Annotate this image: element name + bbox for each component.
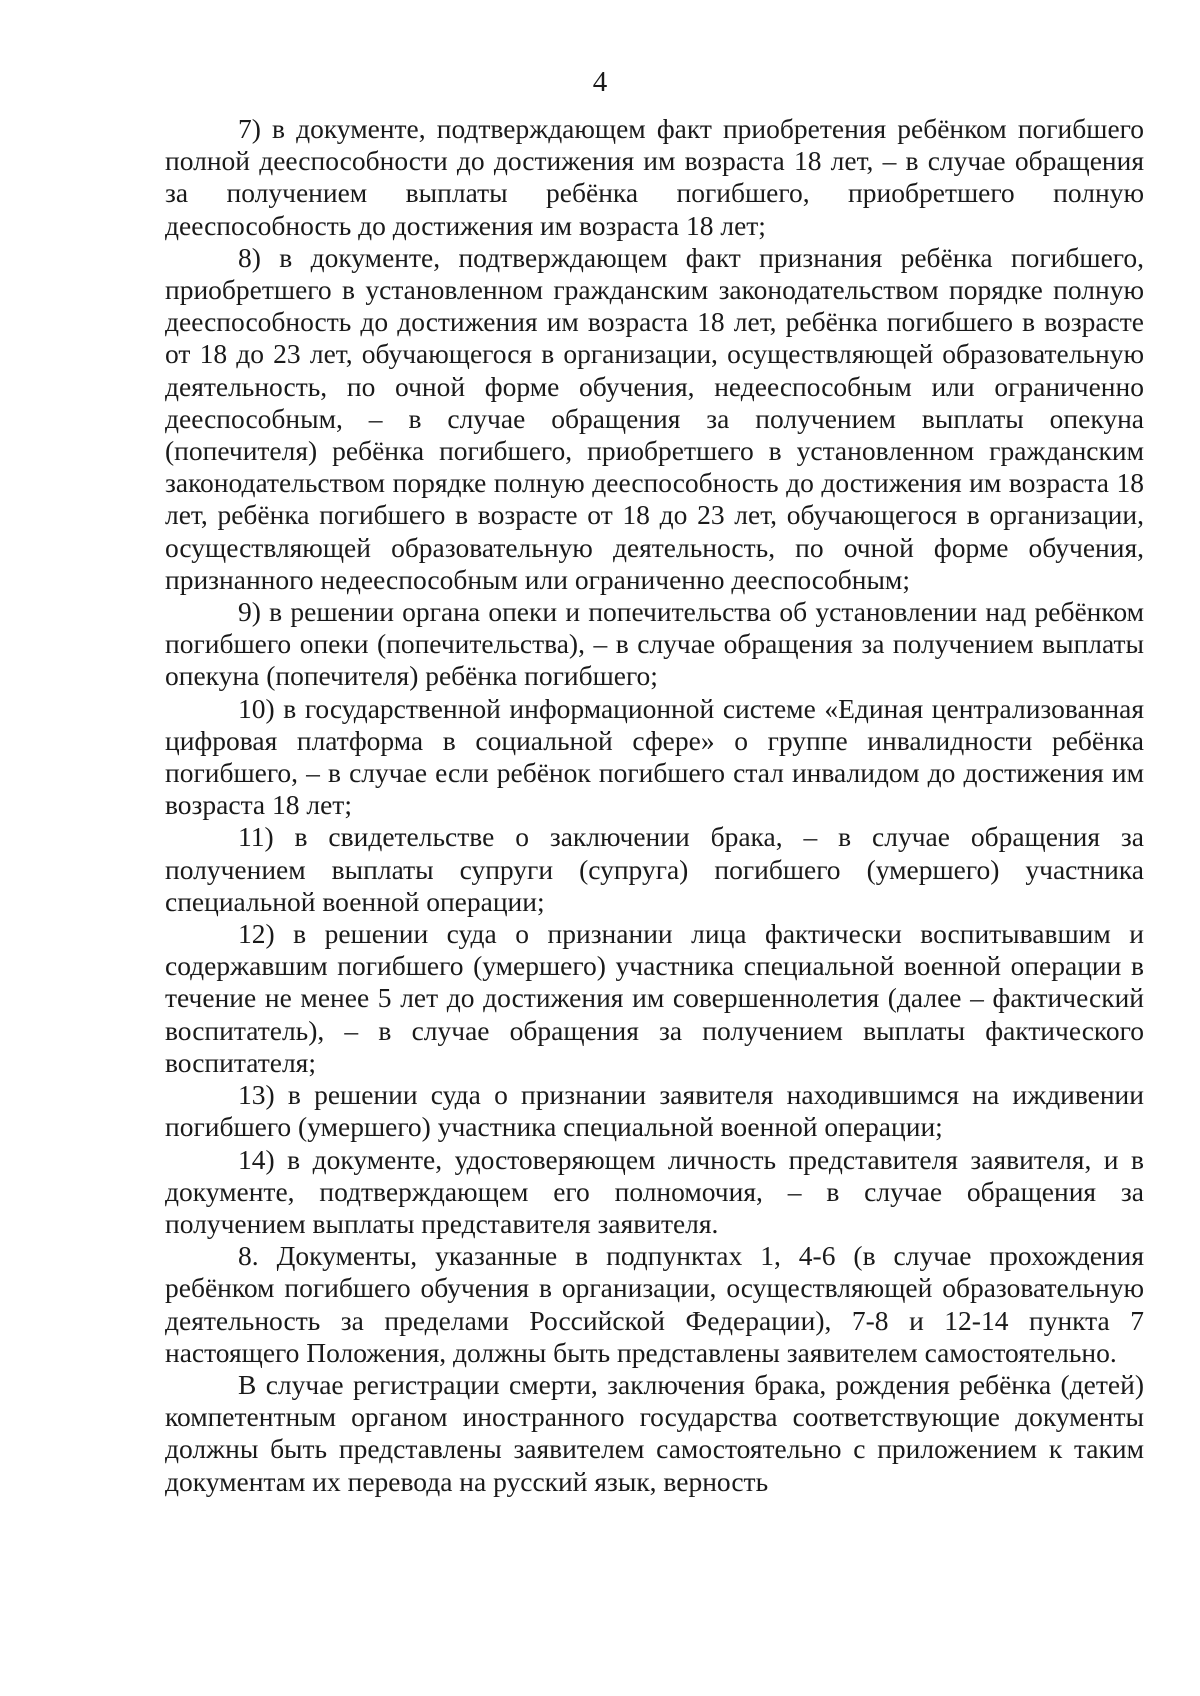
paragraph-item-13: 13) в решении суда о признании заявителя находившимся на иждивении погибшего (умершего) участника специальной военной операции; [165, 1079, 1144, 1143]
paragraph-item-10: 10) в государственной информационной системе «Единая централизованная цифровая платформа в социальной сфере» о группе инвалидности ребёнка погибшего, – в случае если ребёнок погибшего стал инвалидом до достижения им возраста 18 лет; [165, 692, 1144, 821]
page-number: 4 [592, 66, 608, 98]
paragraph-item-12: 12) в решении суда о признании лица фактически воспитывавшим и содержавшим погибшего (умершего) участника специальной военной операции в течение не менее 5 лет до достижения им совершеннолетия (далее – фактический воспитатель), – в случае обращения за получением выплаты фактического воспитателя; [165, 918, 1144, 1078]
paragraph-foreign-documents: В случае регистрации смерти, заключения брака, рождения ребёнка (детей) компетентным органом иностранного государства соответствующие документы должны быть представлены заявителем самостоятельно с приложением к таким документам их перевода на русский язык, верность [165, 1368, 1144, 1497]
paragraph-item-9: 9) в решении органа опеки и попечительства об установлении над ребёнком погибшего опеки (попечительства), – в случае обращения за получением выплаты опекуна (попечителя) ребёнка погибшего; [165, 596, 1144, 692]
paragraph-section-8: 8. Документы, указанные в подпунктах 1, 4-6 (в случае прохождения ребёнком погибшего обучения в организации, осуществляющей образовательную деятельность за пределами Российской Федерации), 7-8 и 12-14 пункта 7 настоящего Положения, должны быть представлены заявителем самостоятельно. [165, 1240, 1144, 1368]
paragraph-item-14: 14) в документе, удостоверяющем личность представителя заявителя, и в документе, подтверждающем его полномочия, – в случае обращения за получением выплаты представителя заявителя. [165, 1143, 1144, 1239]
paragraph-item-11: 11) в свидетельстве о заключении брака, – в случае обращения за получением выплаты супруги (супруга) погибшего (умершего) участника специальной военной операции; [165, 821, 1144, 917]
paragraph-item-7: 7) в документе, подтверждающем факт приобретения ребёнком погибшего полной дееспособности до достижения им возраста 18 лет, – в случае обращения за получением выплаты ребёнка погибшего, приобретшего полную дееспособность до достижения им возраста 18 лет; [165, 113, 1144, 241]
document-body [165, 113, 1144, 1498]
paragraph-item-8: 8) в документе, подтверждающем факт признания ребёнка погибшего, приобретшего в установленном гражданским законодательством порядке полную дееспособность до достижения им возраста 18 лет, ребёнка погибшего в возрасте от 18 до 23 лет, обучающегося в организации, осуществляющей образовательную деятельность, по очной форме обучения, недееспособным или ограниченно дееспособным, – в случае обращения за получением выплаты опекуна (попечителя) ребёнка погибшего, приобретшего в установленном гражданским законодательством порядке полную дееспособность до достижения им возраста 18 лет, ребёнка погибшего в возрасте от 18 до 23 лет, обучающегося в организации, осуществляющей образовательную деятельность, по очной форме обучения, признанного недееспособным или ограниченно дееспособным; [165, 241, 1144, 595]
